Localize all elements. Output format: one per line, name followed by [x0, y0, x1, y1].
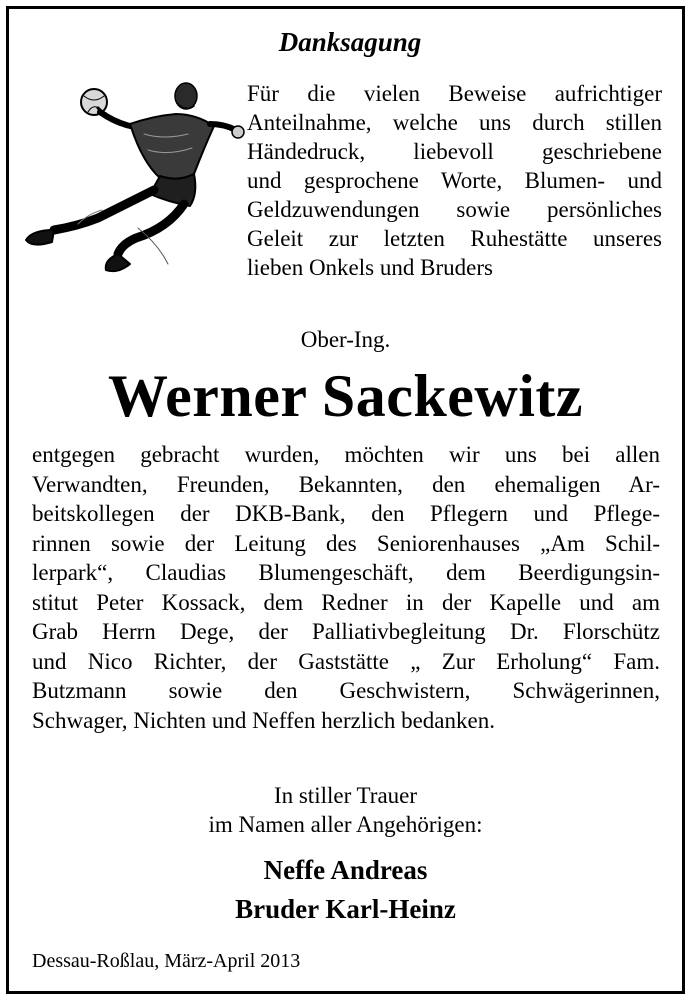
body-line: entgegen gebracht wurden, möchten wir uns bei allen	[32, 442, 660, 467]
body-line: stitut Peter Kossack, dem Redner in der Kapelle und am	[32, 589, 660, 615]
body-line: Butzmann sowie den Geschwistern, Schwägerinnen,	[32, 678, 660, 703]
body-line: Grab Herrn Dege, der Palliativbegleitung Dr. Florschütz	[32, 619, 660, 644]
deceased-name: Werner Sackewitz	[107, 363, 584, 429]
intro-line: Händedruck, liebevoll geschriebene	[247, 139, 662, 164]
body-line: Verwandten, Freunden, Bekannten, den ehemaligen Ar-	[32, 471, 660, 497]
body-line: beitskollegen der DKB-Bank, den Pflegern und Pflege-	[32, 501, 660, 526]
place-date: Dessau-Roßlau, März-April 2013	[32, 950, 301, 972]
intro-line: Für die vielen Beweise aufrichtiger	[247, 81, 662, 106]
intro-paragraph	[247, 79, 662, 282]
intro-line: lieben Onkels und Bruders	[247, 255, 493, 280]
deceased-title: Ober-Ing.	[300, 327, 391, 352]
intro-line: Anteilnahme, welche uns durch stillen	[247, 110, 662, 135]
closing-line: In stiller Trauer	[273, 783, 418, 808]
thanks-paragraph	[32, 440, 660, 735]
signer-name: Bruder Karl-Heinz	[235, 894, 456, 924]
handball-player-illustration	[18, 78, 248, 278]
signer-name: Neffe Andreas	[263, 855, 428, 885]
body-line: lerpark“, Claudias Blumengeschäft, dem Beerdigungsin-	[32, 560, 660, 585]
intro-line: und gesprochene Worte, Blumen- und	[247, 168, 662, 193]
body-line: und Nico Richter, der Gaststätte „ Zur Erholung“ Fam.	[32, 648, 660, 674]
body-line: Schwager, Nichten und Neffen herzlich bedanken.	[32, 707, 495, 733]
intro-line: Geleit zur letzten Ruhestätte unseres	[247, 226, 662, 251]
closing-line: im Namen aller Angehörigen:	[208, 812, 483, 837]
notice-heading: Danksagung	[278, 27, 422, 57]
body-line: rinnen sowie der Leitung des Seniorenhauses „Am Schil-	[32, 530, 660, 556]
intro-line: Geldzuwendungen sowie persönliches	[247, 197, 662, 222]
